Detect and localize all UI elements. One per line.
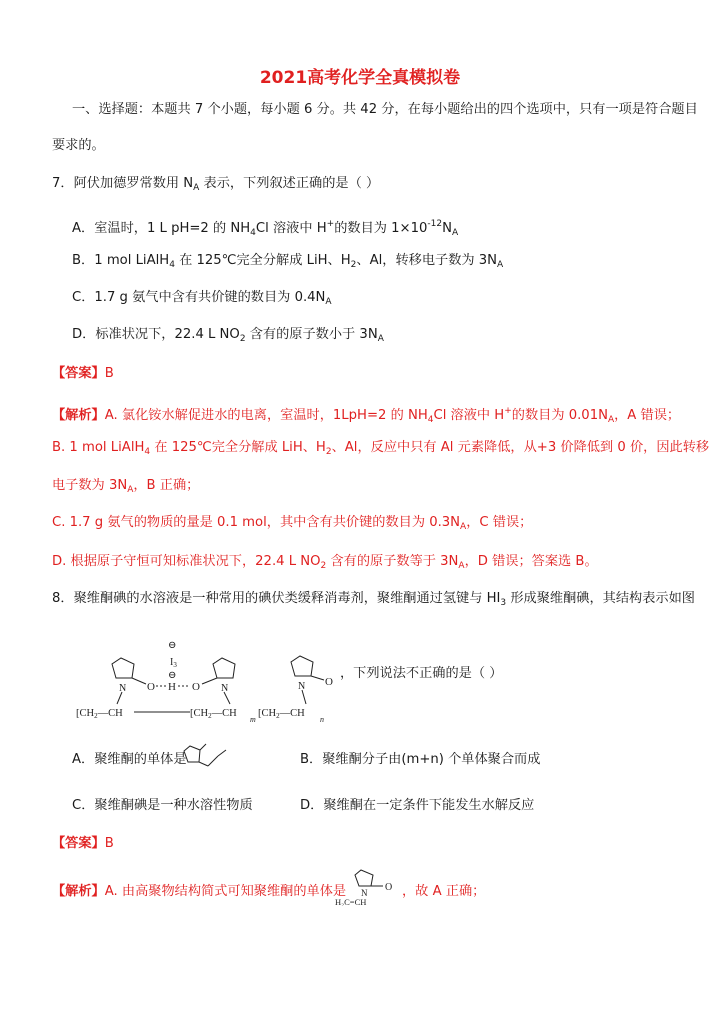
q7-stem: 7．阿伏加德罗常数用 $N_A$ 表示，下列叙述正确的是（ ） (52, 176, 380, 193)
q8-analysis-a-tail: ，故 A 正确； (402, 884, 486, 899)
monomer-vinyl-bond (208, 756, 218, 766)
minus-sign-top: ⊖ (168, 640, 177, 651)
atom-h: H (168, 681, 176, 693)
q8-stem-tail: ，下列说法不正确的是（ ） (340, 666, 503, 681)
monomer-structure-analysis (333, 866, 403, 906)
carbonyl-bond-2 (202, 678, 217, 684)
monomer-ring (184, 746, 200, 762)
carbonyl-bond-3 (311, 676, 324, 680)
backbone-unit-1: [CH2—CH (76, 708, 123, 720)
q7-option-c: C．1.7 g 氨气中含有共价键的数目为 $0.4N_A$ (72, 290, 332, 307)
q8-answer: 【答案】B (52, 836, 114, 851)
monomer-structure (180, 740, 240, 776)
q7-option-b: B．1 mol LiAlH$_4$ 在 125℃完全分解成 LiH、$H_2$、Al，转移电子数为 $3N_A$ (72, 253, 504, 270)
atom-n-3: N (298, 681, 306, 692)
pyrrolidone-ring-3 (291, 656, 313, 676)
q8-option-c: C．聚维酮碘是一种水溶性物质 (72, 798, 253, 813)
monomer-carbonyl (200, 744, 206, 750)
q8-stem: 8．聚维酮碘的水溶液是一种常用的碘伏类缓释消毒剂，聚维酮通过氢键与 $HI_3$ 形成聚维酮碘，其结构表示如图 (52, 591, 695, 608)
atom-n-2: N (221, 683, 229, 694)
q7-analysis-a: 【解析】A. 氯化铵水解促进水的电离，室温时，1LpH=2 的 $NH_4Cl$ 溶液中 H+的数目为 $0.01N_A$，A 错误； (52, 406, 681, 425)
q8-analysis-a: 【解析】A. 由高聚物结构简式可知聚维酮的单体是 (52, 884, 347, 899)
q7-answer: 【答案】B (52, 366, 114, 381)
q7-analysis-b-line-2: 电子数为 $3N_A$，B 正确； (52, 478, 200, 495)
atom-o-2: O (192, 681, 200, 693)
monomer-n-bond (199, 762, 208, 766)
carbonyl-bond-1 (132, 678, 146, 684)
pyrrolidone-ring-1 (112, 658, 134, 678)
q8-option-d: D．聚维酮在一定条件下能发生水解反应 (300, 798, 535, 813)
atom-n-1: N (119, 683, 127, 694)
page-title: 2021高考化学全真模拟卷 (259, 68, 461, 88)
q8-option-b: B．聚维酮分子由(m+n) 个单体聚合而成 (300, 752, 541, 767)
q7-analysis-c: C. 1.7 g 氨气的物质的量是 0.1 mol，其中含有共价键的数目为 $0.3N_A$，C 错误； (52, 515, 533, 532)
atom-o-3: O (325, 676, 333, 688)
subscript-n: n (320, 715, 324, 724)
backbone-unit-2: [CH2—CH (190, 708, 237, 720)
analysis-ring (355, 870, 373, 886)
q7-analysis-b-line-1: B. 1 mol LiAlH$_4$ 在 125℃完全分解成 LiH、$H_2$、Al，反应中只有 Al 元素降低，从+3 价降低到 0 价，因此转移 (52, 440, 710, 457)
analysis-vinyl-label: H₂C=CH (335, 897, 367, 906)
q8-option-a: A．聚维酮的单体是 (72, 752, 187, 767)
instructions-line-1: 一、选择题：本题共 7 个小题，每小题 6 分。共 42 分，在每小题给出的四个选项中，只有一项是符合题目 (72, 102, 698, 117)
backbone-unit-3: [CH2—CH (258, 708, 305, 720)
q7-option-d: D．标准状况下，22.4 L $NO_2$ 含有的原子数小于 $3N_A$ (72, 327, 384, 344)
q7-option-a: A．室温时，1 L pH=2 的 $NH_4Cl$ 溶液中 H+的数目为 $1\times 10^{-12}N_A$ (72, 219, 459, 238)
q7-analysis-d: D. 根据原子守恒可知标准状况下，22.4 L $NO_2$ 含有的原子数等于 $3N_A$，D 错误；答案选 B。 (52, 554, 598, 571)
analysis-atom-o: O (385, 882, 393, 893)
n-chain-bond-3 (302, 690, 306, 704)
atom-i3: $I_3$ (170, 657, 177, 669)
monomer-vinyl-double (218, 750, 226, 756)
instructions-line-2: 要求的。 (52, 138, 105, 153)
pyrrolidone-ring-2 (213, 658, 235, 678)
subscript-m: m (250, 715, 256, 724)
atom-o-1: O (147, 681, 155, 693)
minus-sign-bottom: ⊖ (168, 670, 177, 681)
povidone-iodine-structure (72, 634, 362, 724)
analysis-atom-n: N (361, 888, 368, 898)
